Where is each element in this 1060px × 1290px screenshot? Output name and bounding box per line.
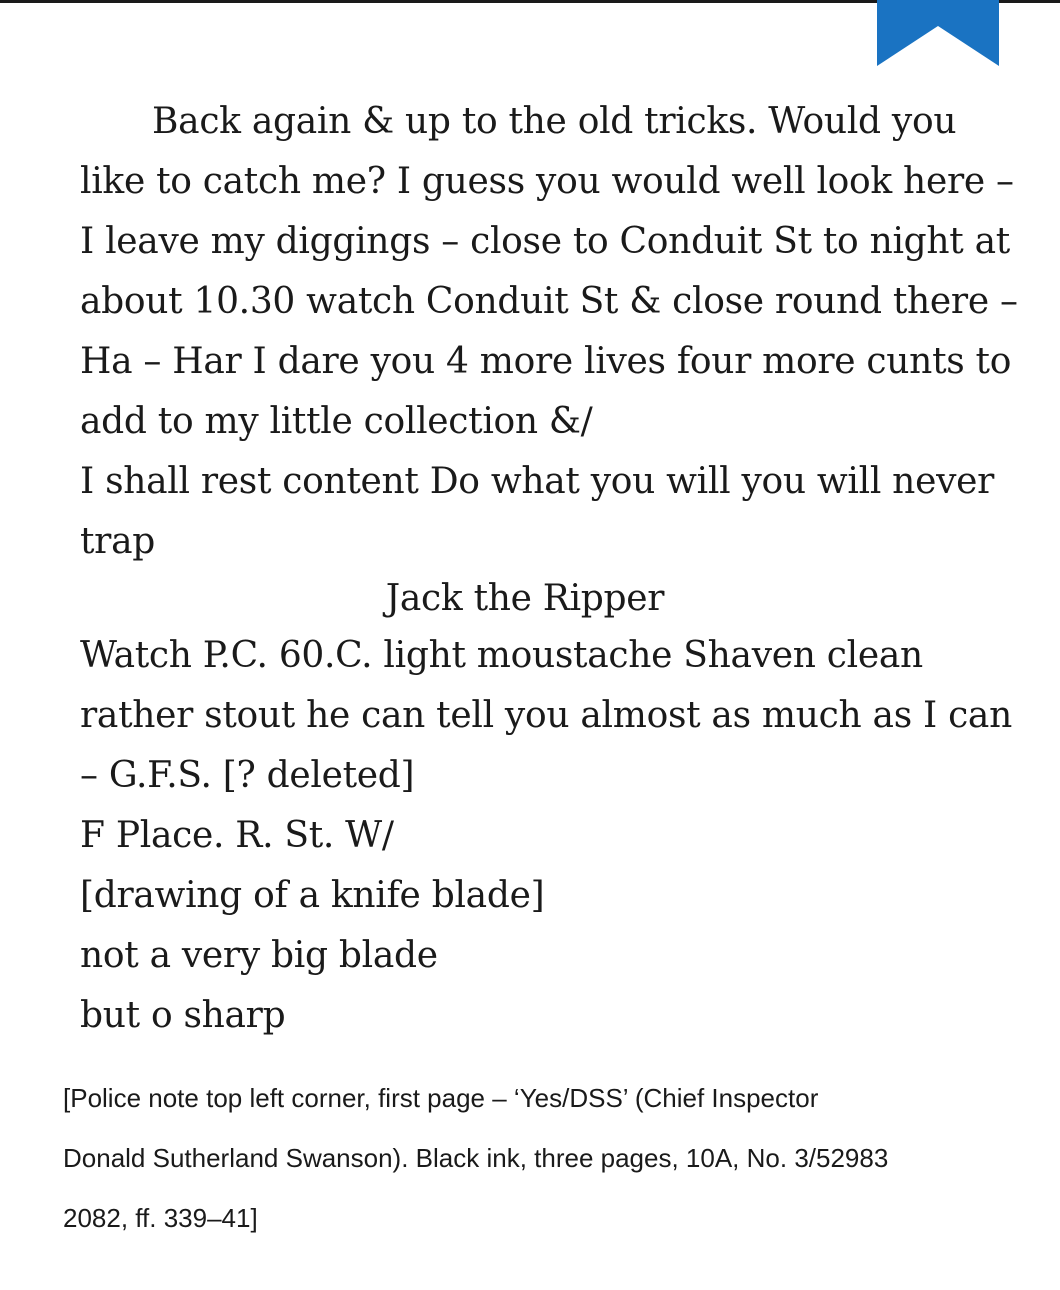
postscript-line: Watch P.C. 60.C. light moustache Shaven clean	[80, 635, 923, 676]
letter-line: about 10.30 watch Conduit St & close round there –	[80, 281, 1018, 322]
note-line: Donald Sutherland Swanson). Black ink, three pages, 10A, No. 3/52983	[63, 1143, 889, 1173]
letter-line: add to my little collection &/	[80, 401, 593, 442]
editorial-note	[63, 1068, 993, 1248]
postscript-line: [drawing of a knife blade]	[80, 875, 545, 916]
letter-line: I leave my diggings – close to Conduit St to night at	[80, 221, 1010, 262]
letter-line: Ha – Har I dare you 4 more lives four more cunts to	[80, 341, 1012, 382]
letter-line: like to catch me? I guess you would well look here –	[80, 161, 1014, 202]
postscript-line: F Place. R. St. W/	[80, 815, 394, 856]
postscript-line: rather stout he can tell you almost as much as I can	[80, 695, 1012, 736]
postscript-line: but o sharp	[80, 995, 286, 1036]
note-line: 2082, ff. 339–41]	[63, 1203, 258, 1233]
letter-line: Back again & up to the old tricks. Would you	[152, 101, 957, 142]
letter-signature: Jack the Ripper	[385, 578, 665, 619]
note-line: [Police note top left corner, first page – ‘Yes/DSS’ (Chief Inspector	[63, 1083, 819, 1113]
letter-line: I shall rest content Do what you will you will never	[80, 461, 995, 502]
bookmark-ribbon-icon[interactable]	[877, 0, 999, 66]
postscript-line: – G.F.S. [? deleted]	[80, 755, 415, 796]
postscript-line: not a very big blade	[80, 935, 438, 976]
letter-transcription	[80, 92, 1018, 1046]
letter-line: trap	[80, 521, 155, 562]
